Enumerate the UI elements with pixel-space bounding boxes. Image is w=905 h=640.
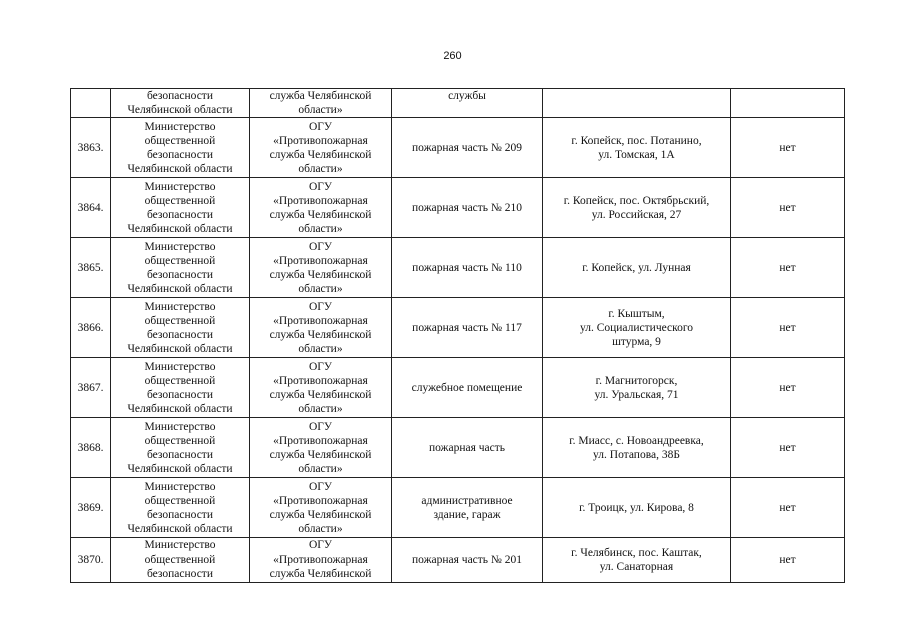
cell-number: 3870. <box>71 538 111 583</box>
cell-object <box>392 89 543 118</box>
cell-status: нет <box>731 478 845 538</box>
cell-line: ОГУ <box>308 180 333 193</box>
cell-line: служба Челябинской <box>269 90 372 102</box>
cell-line: Челябинской области <box>127 163 233 176</box>
cell-line: общественной <box>144 374 216 387</box>
cell-number: 3868. <box>71 418 111 478</box>
cell-line: г. Магнитогорск, <box>595 374 678 387</box>
cell-line: здание, гараж <box>433 508 501 521</box>
cell-line: безопасности <box>146 90 213 102</box>
cell-line: области» <box>298 463 343 476</box>
cell-line: пожарная часть <box>428 441 506 454</box>
cell-organization <box>250 358 392 418</box>
cell-address <box>543 298 731 358</box>
cell-line: служба Челябинской <box>269 328 372 341</box>
cell-line: «Противопожарная <box>273 553 368 566</box>
cell-ministry <box>111 418 250 478</box>
cell-line: ул. Потапова, 38Б <box>593 448 680 461</box>
table-row <box>71 178 845 238</box>
cell-object <box>392 118 543 178</box>
cell-address <box>543 178 731 238</box>
cell-line: пожарная часть № 110 <box>412 261 522 274</box>
cell-line: служба Челябинской <box>269 208 372 221</box>
cell-line: штурма, 9 <box>612 336 661 348</box>
cell-line: Челябинской области <box>127 343 233 356</box>
cell-object <box>392 418 543 478</box>
cell-line: г. Кыштым, <box>608 307 665 320</box>
cell-line: общественной <box>144 434 216 447</box>
page-number: 260 <box>443 50 462 62</box>
cell-line: ОГУ <box>308 240 333 253</box>
cell-object <box>392 298 543 358</box>
cell-line: Министерство <box>144 240 216 253</box>
cell-line: Челябинской области <box>127 104 233 117</box>
cell-line: Челябинской области <box>127 523 233 536</box>
cell-line: «Противопожарная <box>273 254 368 267</box>
cell-status: нет <box>731 238 845 298</box>
cell-organization <box>250 118 392 178</box>
cell-line: служебное помещение <box>411 381 523 394</box>
cell-line: общественной <box>144 194 216 207</box>
cell-ministry <box>111 118 250 178</box>
cell-address <box>543 238 731 298</box>
cell-line: безопасности <box>146 268 213 281</box>
cell-status: нет <box>731 298 845 358</box>
cell-organization <box>250 478 392 538</box>
cell-line: общественной <box>144 134 216 147</box>
cell-object <box>392 358 543 418</box>
cell-organization <box>250 238 392 298</box>
cell-number: 3869. <box>71 478 111 538</box>
cell-line: безопасности <box>146 148 213 161</box>
cell-status: нет <box>731 358 845 418</box>
cell-line: ОГУ <box>308 300 333 313</box>
cell-line: пожарная часть № 201 <box>411 554 523 567</box>
table-row <box>71 298 845 358</box>
cell-line: «Противопожарная <box>273 374 368 387</box>
cell-line: г. Челябинск, пос. Каштак, <box>571 547 702 560</box>
cell-line: службы <box>448 90 486 102</box>
cell-line: ул. Уральская, 71 <box>594 388 679 401</box>
cell-status <box>731 89 845 118</box>
cell-line: служба Челябинской <box>269 388 372 401</box>
cell-organization <box>250 89 392 118</box>
cell-ministry <box>111 478 250 538</box>
cell-line: г. Миасс, с. Новоандреевка, <box>569 434 704 447</box>
cell-address <box>543 358 731 418</box>
cell-line: «Противопожарная <box>273 194 368 207</box>
cell-line: г. Копейск, пос. Октябрьский, <box>563 194 710 207</box>
cell-line: области» <box>298 343 343 356</box>
cell-line: Министерство <box>144 180 216 193</box>
cell-ministry <box>111 238 250 298</box>
cell-line: безопасности <box>146 328 213 341</box>
cell-line: «Противопожарная <box>273 434 368 447</box>
cell-line: области» <box>298 163 343 176</box>
registry-table <box>70 88 845 583</box>
cell-line: безопасности <box>146 448 213 461</box>
cell-line: г. Копейск, ул. Лунная <box>582 261 691 274</box>
cell-line: ОГУ <box>308 539 333 552</box>
cell-line: области» <box>298 403 343 416</box>
cell-line: ул. Санаторная <box>599 561 674 574</box>
cell-organization <box>250 298 392 358</box>
cell-number: 3867. <box>71 358 111 418</box>
continuation-row <box>71 89 845 118</box>
cell-address <box>543 478 731 538</box>
table-row <box>71 118 845 178</box>
cell-object <box>392 478 543 538</box>
cell-address <box>543 538 731 583</box>
cell-line: Министерство <box>144 480 216 493</box>
cell-line: ОГУ <box>308 420 333 433</box>
cell-ministry <box>111 89 250 118</box>
cell-status: нет <box>731 538 845 583</box>
cell-line: ОГУ <box>308 480 333 493</box>
cell-line: Министерство <box>144 300 216 313</box>
cell-ministry <box>111 298 250 358</box>
cell-line: области» <box>298 223 343 236</box>
cell-ministry <box>111 358 250 418</box>
cell-address <box>543 418 731 478</box>
cell-line: ОГУ <box>308 120 333 133</box>
cell-organization <box>250 418 392 478</box>
registry-table-body <box>71 89 845 583</box>
cell-line: области» <box>298 283 343 296</box>
cell-line: служба Челябинской <box>269 567 372 580</box>
cell-line: служба Челябинской <box>269 268 372 281</box>
cell-line: общественной <box>144 553 216 566</box>
table-row <box>71 538 845 583</box>
table-row <box>71 358 845 418</box>
cell-line: области» <box>298 104 343 117</box>
cell-status: нет <box>731 418 845 478</box>
cell-address <box>543 118 731 178</box>
cell-line: служба Челябинской <box>269 448 372 461</box>
cell-line: безопасности <box>146 508 213 521</box>
cell-line: г. Троицк, ул. Кирова, 8 <box>579 501 694 514</box>
cell-line: пожарная часть № 209 <box>411 141 523 154</box>
cell-line: общественной <box>144 254 216 267</box>
cell-line: области» <box>298 523 343 536</box>
cell-organization <box>250 178 392 238</box>
cell-line: Челябинской области <box>127 223 233 236</box>
cell-line: Челябинской области <box>127 403 233 416</box>
cell-line: ул. Социалистического <box>579 321 694 334</box>
cell-organization <box>250 538 392 583</box>
cell-number: 3866. <box>71 298 111 358</box>
cell-line: «Противопожарная <box>273 494 368 507</box>
cell-line: ул. Российская, 27 <box>591 208 682 221</box>
cell-line: пожарная часть № 210 <box>411 201 523 214</box>
cell-line: безопасности <box>146 208 213 221</box>
cell-line: «Противопожарная <box>273 314 368 327</box>
cell-address <box>543 89 731 118</box>
cell-line: Министерство <box>144 120 216 133</box>
cell-ministry <box>111 538 250 583</box>
cell-line: безопасности <box>146 567 213 580</box>
cell-object <box>392 538 543 583</box>
table-row <box>71 478 845 538</box>
cell-line: Министерство <box>144 539 216 552</box>
cell-number <box>71 89 111 118</box>
cell-line: Челябинской области <box>127 463 233 476</box>
cell-status: нет <box>731 178 845 238</box>
cell-line: общественной <box>144 494 216 507</box>
cell-line: ОГУ <box>308 360 333 373</box>
cell-line: г. Копейск, пос. Потанино, <box>571 134 702 147</box>
cell-line: общественной <box>144 314 216 327</box>
cell-line: Министерство <box>144 420 216 433</box>
cell-object <box>392 238 543 298</box>
cell-status: нет <box>731 118 845 178</box>
table-row <box>71 238 845 298</box>
cell-ministry <box>111 178 250 238</box>
cell-number: 3864. <box>71 178 111 238</box>
cell-number: 3863. <box>71 118 111 178</box>
cell-line: служба Челябинской <box>269 508 372 521</box>
cell-line: служба Челябинской <box>269 148 372 161</box>
cell-line: «Противопожарная <box>273 134 368 147</box>
cell-line: безопасности <box>146 388 213 401</box>
cell-number: 3865. <box>71 238 111 298</box>
cell-line: Челябинской области <box>127 283 233 296</box>
cell-object <box>392 178 543 238</box>
table-row <box>71 418 845 478</box>
cell-line: ул. Томская, 1А <box>598 148 675 161</box>
cell-line: пожарная часть № 117 <box>412 321 522 334</box>
cell-line: административное <box>421 494 513 507</box>
cell-line: Министерство <box>144 360 216 373</box>
